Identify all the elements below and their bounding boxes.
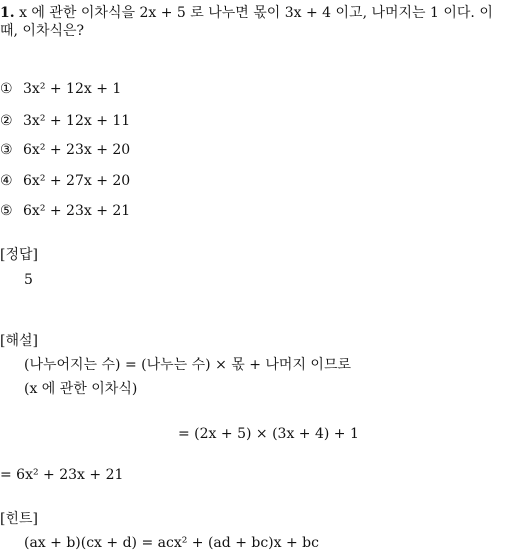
- explanation-label: [해설]: [0, 333, 38, 349]
- choice-number: ①: [0, 81, 13, 97]
- explanation-line-4: = 6x² + 23x + 21: [0, 467, 124, 483]
- choice-number: ④: [0, 173, 13, 189]
- explanation-line-1: (나누어지는 수) = (나누는 수) × 몫 + 나머지 이므로: [24, 357, 351, 373]
- explanation-line-2: (x 에 관한 이차식): [24, 381, 138, 397]
- hint-formula: (ax + b)(cx + d) = acx² + (ad + bc)x + bc: [24, 535, 319, 551]
- question-line-2: 때, 이차식은?: [0, 23, 85, 39]
- explanation-line-3: = (2x + 5) × (3x + 4) + 1: [178, 426, 359, 442]
- choice-text: 6x² + 23x + 20: [23, 142, 131, 158]
- answer-label: [정답]: [0, 247, 38, 263]
- choice-item-5[interactable]: [0, 204, 130, 218]
- choice-text: 3x² + 12x + 1: [23, 81, 122, 97]
- choice-item-2[interactable]: [0, 114, 130, 128]
- choice-number: ③: [0, 142, 13, 158]
- choice-text: 6x² + 23x + 21: [23, 203, 131, 219]
- question-text-1: x 에 관한 이차식을 2x + 5 로 나누면 몫이 3x + 4 이고, 나머지는 1 이다. 이: [19, 5, 493, 21]
- choice-item-3[interactable]: [0, 143, 130, 157]
- choice-item-4[interactable]: [0, 174, 130, 188]
- question-number: 1.: [0, 5, 15, 21]
- choice-item-1[interactable]: [0, 82, 121, 96]
- answer-value: 5: [24, 272, 33, 288]
- question-line-1: [0, 6, 493, 20]
- choice-number: ②: [0, 113, 13, 129]
- choice-text: 6x² + 27x + 20: [23, 173, 131, 189]
- choice-number: ⑤: [0, 203, 13, 219]
- hint-label: [힌트]: [0, 511, 38, 527]
- choice-text: 3x² + 12x + 11: [23, 113, 131, 129]
